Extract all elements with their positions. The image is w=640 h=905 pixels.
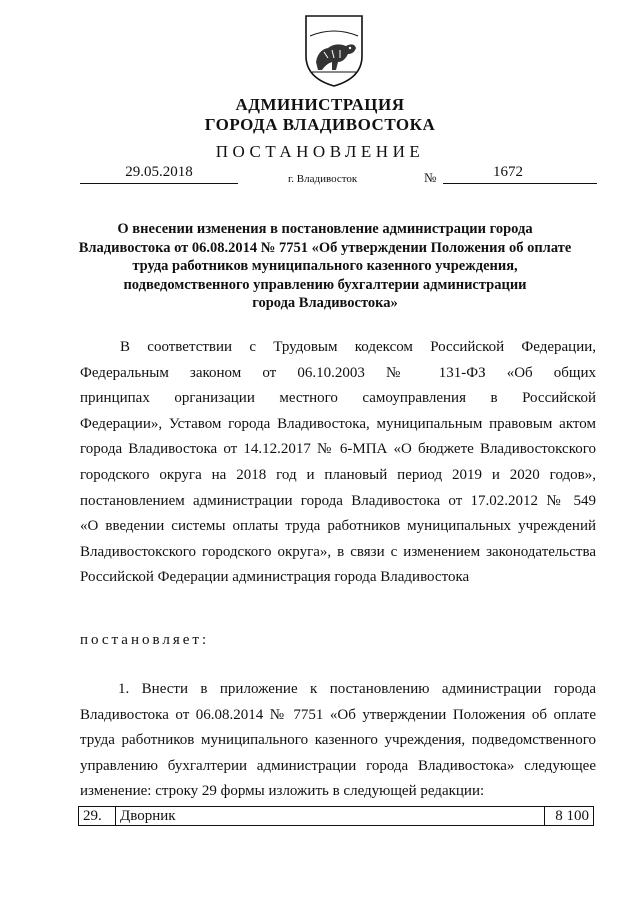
document-city: г. Владивосток (288, 173, 358, 185)
item1-paragraph (80, 677, 596, 805)
title-line: труда работников муниципального казенного учреждения, (132, 258, 518, 274)
paragraph-line: города Владивостока от 14.12.2017 № 6-МПА «О бюджете Владивостокского (80, 441, 596, 458)
date-underline (80, 183, 238, 184)
salary-table (78, 806, 594, 826)
amount-cell: 8 100 (545, 807, 594, 826)
paragraph-line: Федерации», Уставом города Владивостока, муниципальным правовым актом (80, 415, 596, 432)
paragraph-line: «О введении системы оплаты труда работников муниципальных учреждений (80, 518, 596, 535)
document-type: ПОСТАНОВЛЕНИЕ (215, 142, 425, 161)
paragraph-line: городского округа на 2018 год и плановый период 2019 и 2020 годов», (80, 466, 596, 483)
paragraph-line: Владивостокского городского округа», в связи с изменением законодательства (80, 543, 596, 560)
title-line: города Владивостока» (252, 295, 398, 311)
paragraph-line: Владивостока от 06.08.2014 № 7751 «Об утверждении Положения об оплате (80, 706, 596, 723)
title-line: О внесении изменения в постановление администрации города (117, 221, 533, 237)
title-line: подведомственного управлению бухгалтерии администрации (123, 276, 527, 293)
number-underline (443, 183, 597, 184)
paragraph-line: Российской Федерации администрация города Владивостока (80, 569, 470, 586)
paragraph-line: труда работников муниципального казенного учреждения, подведомственного (80, 732, 596, 749)
row-number-cell: 29. (79, 807, 116, 826)
city-coat-of-arms (298, 12, 370, 88)
administration-title-line1: АДМИНИСТРАЦИЯ (235, 95, 405, 114)
resolves-word: постановляет: (80, 632, 210, 648)
title-line: Владивостока от 06.08.2014 № 7751 «Об утверждении Положения об оплате (78, 239, 572, 256)
document-number: 1672 (493, 164, 523, 180)
tiger-emblem-icon (298, 12, 370, 88)
preamble-paragraph (80, 335, 596, 591)
paragraph-line: постановлением администрации города Владивостока от 17.02.2012 № 549 (80, 492, 596, 509)
administration-title-line2: ГОРОДА ВЛАДИВОСТОКА (204, 115, 436, 134)
table-row (79, 807, 594, 826)
paragraph-line: В соответствии с Трудовым кодексом Российской Федерации, (120, 339, 596, 355)
paragraph-line: Федеральным законом от 06.10.2003 № 131-ФЗ «Об общих (80, 364, 596, 381)
paragraph-line: принципах организации местного самоуправления в Российской (80, 390, 596, 407)
paragraph-line: управлению бухгалтерии администрации города Владивостока» следующее (80, 757, 596, 774)
number-sign: № (424, 170, 437, 185)
position-cell: Дворник (116, 807, 545, 826)
document-title (60, 220, 590, 313)
document-date: 29.05.2018 (125, 164, 193, 180)
paragraph-line: изменение: строку 29 формы изложить в следующей редакции: (80, 783, 485, 800)
paragraph-line: 1. Внести в приложение к постановлению администрации города (118, 681, 596, 697)
